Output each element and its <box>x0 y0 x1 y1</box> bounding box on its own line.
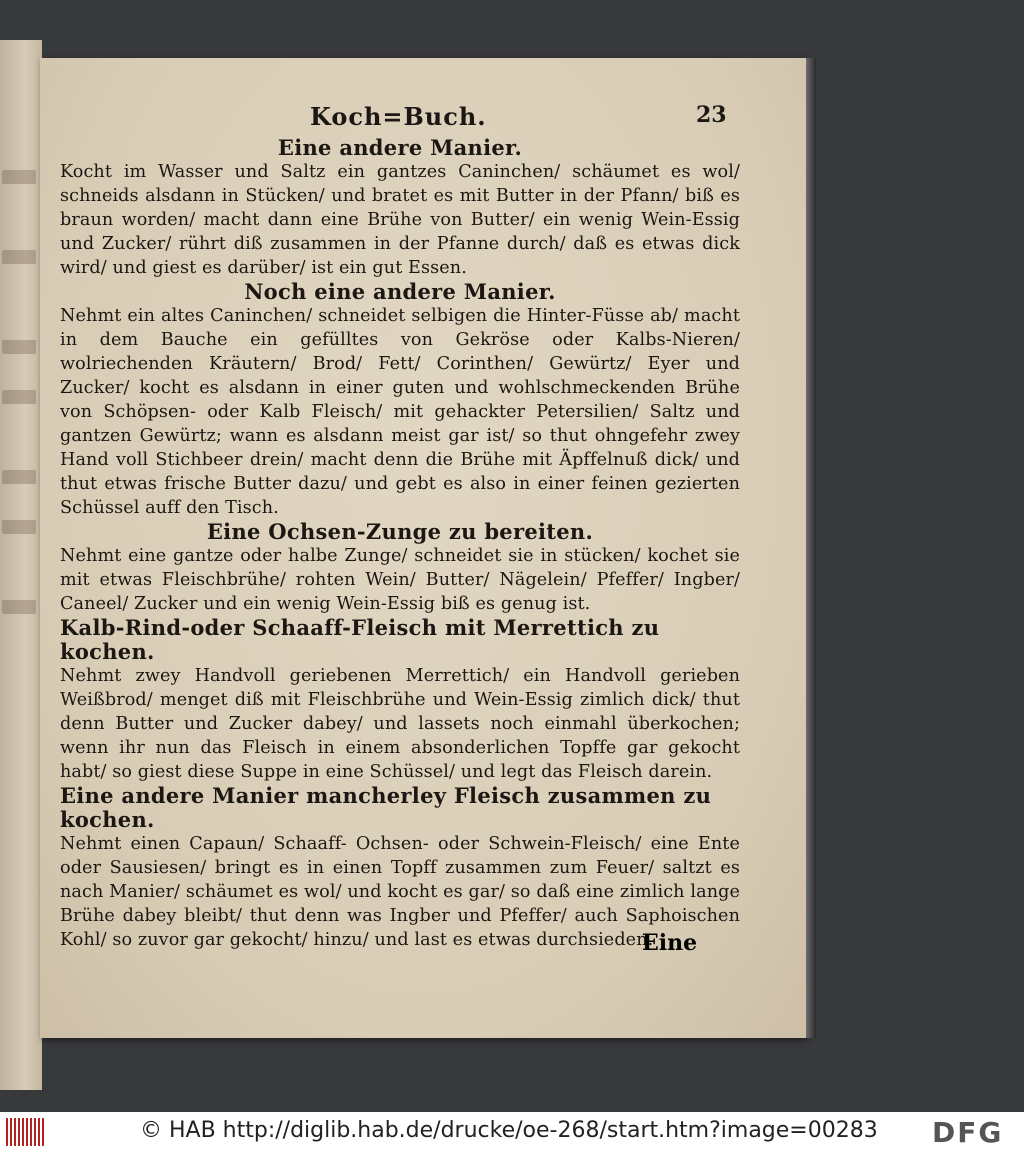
section-heading: Eine andere Manier. <box>277 135 523 160</box>
adjacent-page-edge <box>0 40 42 1090</box>
section-text: Nehmt ein altes Caninchen/ schneidet selbigen die Hinter-Füsse ab/ macht in dem Bauche ein gefülltes von Gekröse oder Kalbs-Nieren/ wolriechenden Kräutern/ Brod/ Fett/ Corinthen/ Gewürtz/ Eyer und Zucker/ kocht es alsdann in einer guten und wohlschmeckenden Brühe von Schöpsen- oder Kalb Fleisch/ mit gehackter Petersilien/ Saltz und gantzen Gewürtz; wann es alsdann meist gar ist/ so thut ohngefehr zwey Hand voll Stichbeer drein/ macht denn die Brühe mit Äpffelnuß dick/ und thut etwas frische Butter dazu/ und gebt es also in einer feinen gezierten Schüssel auff den Tisch. <box>60 306 740 518</box>
section-text: Nehmt eine gantze oder halbe Zunge/ schneidet sie in stücken/ kochet sie mit etwas Fleischbrühe/ rohten Wein/ Butter/ Nägelein/ Pfeffer/ Ingber/ Caneel/ Zucker und ein wenig Wein-Essig biß es genug ist. <box>60 546 740 614</box>
bleed-through-mark <box>2 470 36 484</box>
viewer-footer <box>0 1112 1024 1152</box>
section-text: Nehmt einen Capaun/ Schaaff- Ochsen- oder Schwein-Fleisch/ eine Ente oder Sausiesen/ bringt es in einen Topff zusammen zum Feuer/ saltzt es nach Manier/ schäumet es wol/ und kocht es gar/ so daß eine zimlich lange Brühe dabey bleibt/ thut denn was Ingber und Pfeffer/ auch Saphoischen Kohl/ so zuvor gar gekocht/ hinzu/ und last es etwas durchsieden. <box>60 834 740 950</box>
bleed-through-mark <box>2 250 36 264</box>
dfg-logo: DFG <box>932 1116 1004 1149</box>
running-title: Koch=Buch. <box>310 102 487 131</box>
hab-barcode-icon <box>6 1118 46 1146</box>
source-link[interactable]: © HAB http://diglib.hab.de/drucke/oe-268/start.htm?image=00283 <box>140 1118 878 1143</box>
bleed-through-mark <box>2 340 36 354</box>
page-number: 23 <box>696 102 727 128</box>
catchword: Eine <box>642 930 698 956</box>
section-heading: Eine andere Manier mancherley Fleisch zusammen zu kochen. <box>60 783 712 832</box>
section-text: Kocht im Wasser und Saltz ein gantzes Caninchen/ schäumet es wol/ schneids alsdann in Stücken/ und bratet es mit Butter in der Pfann/ biß es braun worden/ macht dann eine Brühe von Butter/ ein wenig Wein-Essig und Zucker/ rührt diß zusammen in der Pfanne durch/ daß es etwas dick wird/ und giest es darüber/ ist ein gut Essen. <box>60 162 740 278</box>
bleed-through-mark <box>2 390 36 404</box>
section-text: Nehmt zwey Handvoll geriebenen Merrettich/ ein Handvoll gerieben Weißbrod/ menget diß mit Fleischbrühe und Wein-Essig zimlich dick/ thut denn Butter und Zucker dabey/ und lassets noch einmahl überkochen; wenn ihr nun das Fleisch in einem absonderlichen Topffe gar gekocht habt/ so giest diese Suppe in eine Schüssel/ und legt das Fleisch darein. <box>60 666 740 782</box>
bleed-through-mark <box>2 600 36 614</box>
page-header <box>60 102 740 136</box>
section-heading: Kalb-Rind-oder Schaaff-Fleisch mit Merrettich zu kochen. <box>60 615 660 664</box>
page-fore-edge <box>806 58 816 1038</box>
bleed-through-mark <box>2 170 36 184</box>
page-text <box>60 102 740 952</box>
section-heading: Noch eine andere Manier. <box>244 279 556 304</box>
bleed-through-mark <box>2 520 36 534</box>
section-heading: Eine Ochsen-Zunge zu bereiten. <box>206 519 594 544</box>
book-page <box>40 58 806 1038</box>
